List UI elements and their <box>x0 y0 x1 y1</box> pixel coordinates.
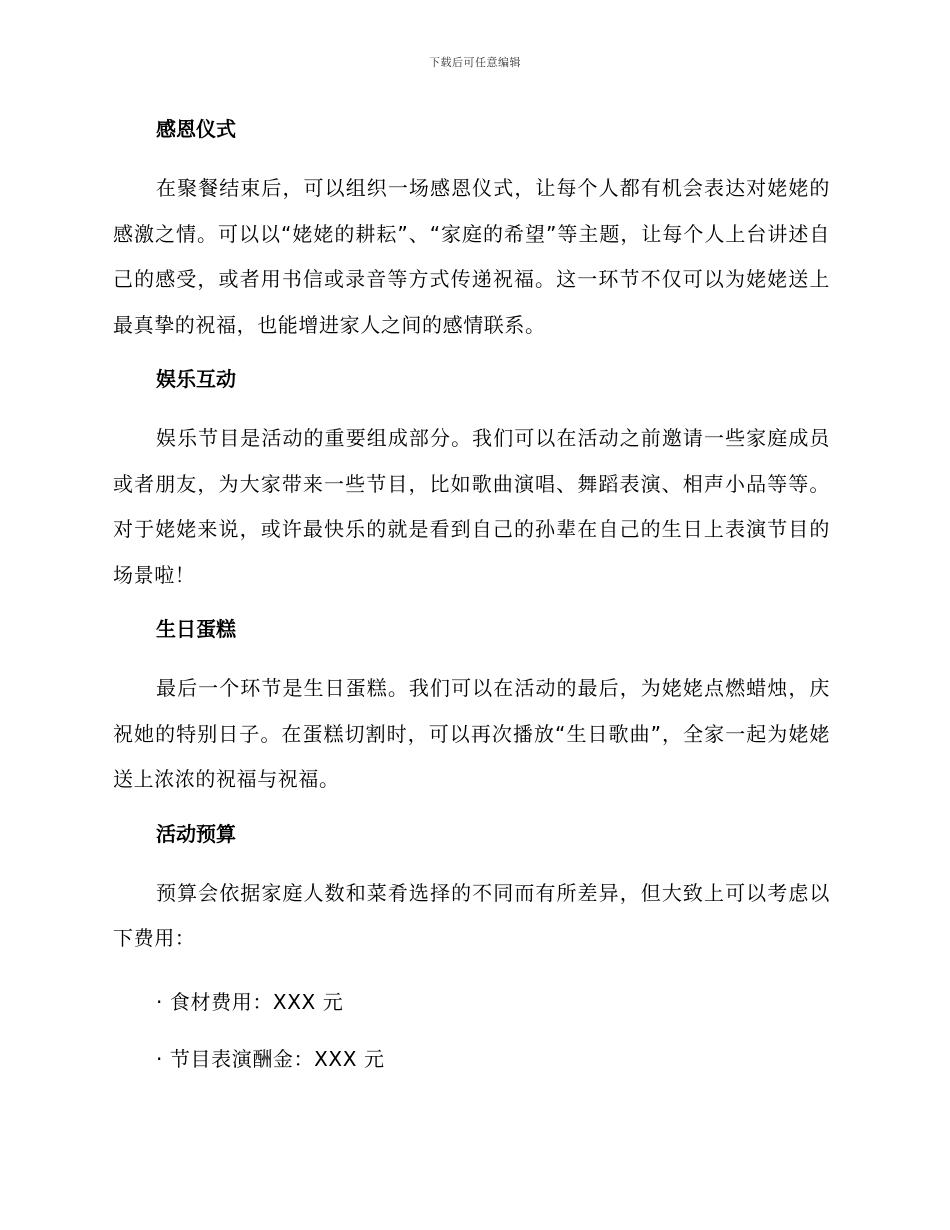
section-title-gratitude: 感恩仪式 <box>156 117 236 141</box>
section-paragraph-cake: 最后一个环节是生日蛋糕。我们可以在活动的最后，为姥姥点燃蜡烛，庆祝她的特别日子。在蛋糕切割时，可以再次播放“生日歌曲”，全家一起为姥姥送上浓浓的祝福与祝福。 <box>113 676 830 791</box>
section-paragraph-gratitude: 在聚餐结束后，可以组织一场感恩仪式，让每个人都有机会表达对姥姥的感激之情。可以以“姥姥的耕耘”、“家庭的希望”等主题，让每个人上台讲述自己的感受，或者用书信或录音等方式传递祝福。这一环节不仅可以为姥姥送上最真挚的祝福，也能增进家人之间的感情联系。 <box>113 176 830 337</box>
header-note: 下载后可任意编辑 <box>429 56 521 69</box>
document-body <box>113 112 830 1076</box>
budget-item-performance-fee: · 节目表演酬金：XXX 元 <box>156 1046 385 1071</box>
section-title-entertainment: 娱乐互动 <box>156 367 236 391</box>
section-title-cake: 生日蛋糕 <box>156 617 236 641</box>
section-paragraph-entertainment: 娱乐节目是活动的重要组成部分。我们可以在活动之前邀请一些家庭成员或者朋友，为大家带来一些节目，比如歌曲演唱、舞蹈表演、相声小品等等。对于姥姥来说，或许最快乐的就是看到自己的孙辈在自己的生日上表演节目的场景啦！ <box>113 426 830 587</box>
section-title-budget: 活动预算 <box>156 821 236 846</box>
section-paragraph-budget: 预算会依据家庭人数和菜肴选择的不同而有所差异，但大致上可以考虑以下费用： <box>113 880 830 950</box>
budget-item-ingredients: · 食材费用：XXX 元 <box>156 989 344 1014</box>
